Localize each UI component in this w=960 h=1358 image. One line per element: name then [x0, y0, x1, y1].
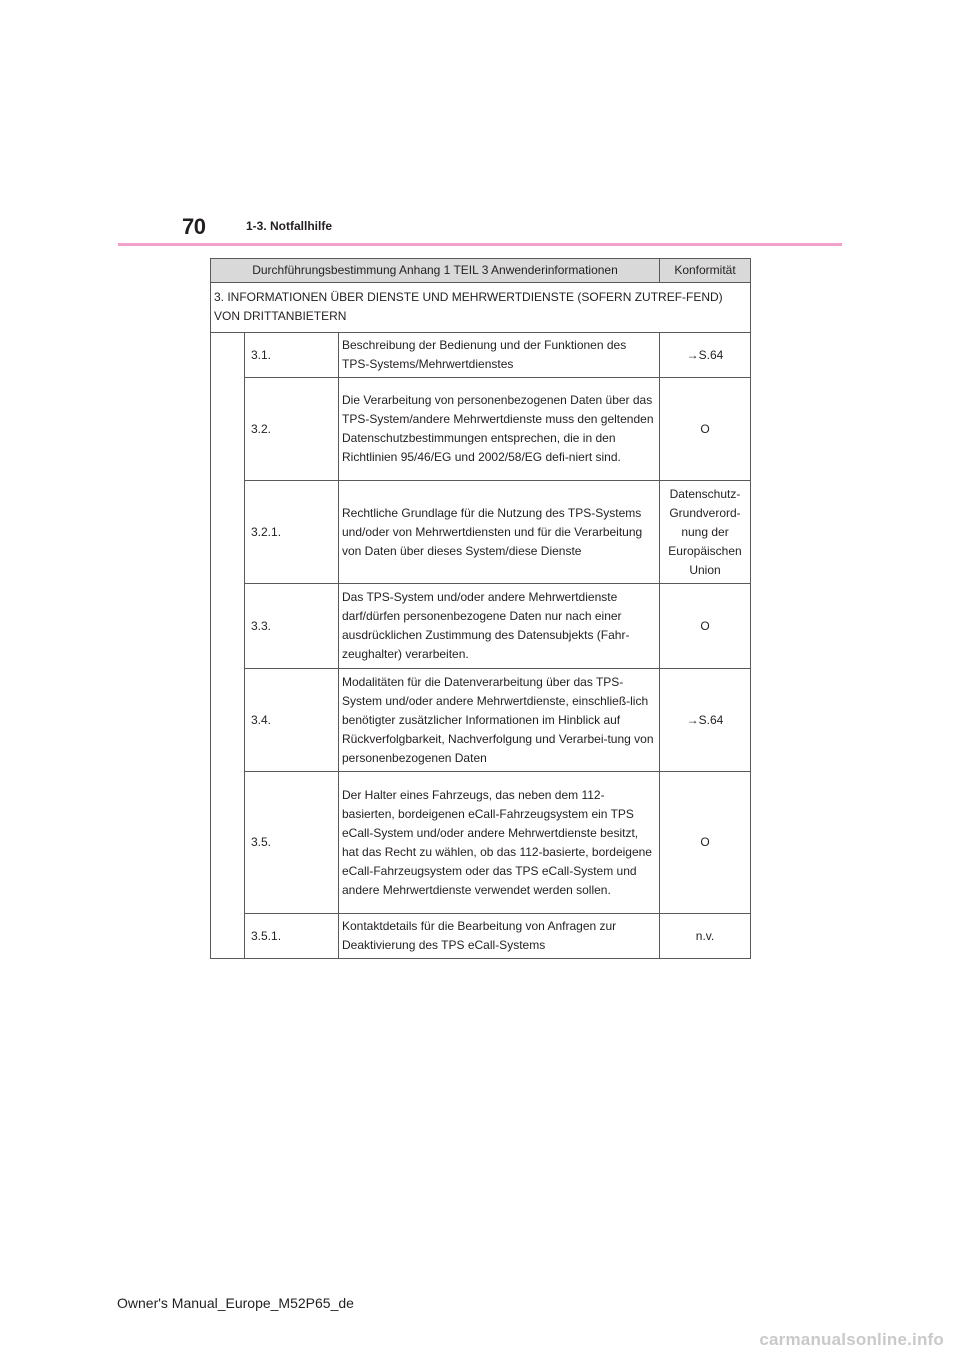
row-number: 3.3. [245, 584, 339, 669]
row-number: 3.2.1. [245, 481, 339, 584]
table-row [211, 584, 751, 669]
row-conformity: →S.64 [660, 333, 751, 378]
section-heading-cell: 3. INFORMATIONEN ÜBER DIENSTE UND MEHRWERTDIENSTE (SOFERN ZUTREF-FEND) VON DRITTANBIETERN [211, 283, 751, 333]
requirements-table [210, 258, 751, 959]
table-row [211, 481, 751, 584]
row-number: 3.5.1. [245, 914, 339, 959]
table-row [211, 914, 751, 959]
row-description: Kontaktdetails für die Bearbeitung von Anfragen zur Deaktivierung des TPS eCall-Systems [339, 914, 660, 959]
row-description: Beschreibung der Bedienung und der Funktionen des TPS-Systems/Mehrwertdienstes [339, 333, 660, 378]
row-conformity: O [660, 378, 751, 481]
watermark: carmanualsonline.info [759, 1330, 944, 1349]
row-description: Rechtliche Grundlage für die Nutzung des TPS-Systems und/oder von Mehrwertdiensten und für die Verarbeitung von Daten über dieses System/diese Dienste [339, 481, 660, 584]
table-row [211, 333, 751, 378]
row-description: Die Verarbeitung von personenbezogenen Daten über das TPS-System/andere Mehrwertdienste muss den geltenden Datenschutzbestimmungen entsprechen, die in den Richtlinien 95/46/EG und 2002/58/EG defi-niert sind. [339, 378, 660, 481]
table-header-row [211, 259, 751, 283]
table-row [211, 669, 751, 772]
row-number: 3.2. [245, 378, 339, 481]
row-conformity: O [660, 584, 751, 669]
table-section-row [211, 283, 751, 333]
column-header-requirement: Durchführungsbestimmung Anhang 1 TEIL 3 Anwenderinformationen [211, 259, 660, 283]
row-conformity: →S.64 [660, 669, 751, 772]
row-conformity: Datenschutz-Grundverord-nung der Europäischen Union [660, 481, 751, 584]
header-rule [118, 243, 842, 246]
footer-manual-id: Owner's Manual_Europe_M52P65_de [117, 1295, 354, 1311]
row-number: 3.1. [245, 333, 339, 378]
row-number: 3.5. [245, 772, 339, 914]
row-description: Der Halter eines Fahrzeugs, das neben dem 112-basierten, bordeigenen eCall-Fahrzeugsystem ein TPS eCall-System und/oder andere Mehrwertdienste besitzt, hat das Recht zu wählen, ob das 112-basierte, bordeigene eCall-Fahrzeugsystem oder das TPS eCall-System und andere Mehrwertdienste verwendet werden sollen. [339, 772, 660, 914]
column-header-conformity: Konformität [660, 259, 751, 283]
indent-cell [211, 333, 245, 959]
row-conformity: n.v. [660, 914, 751, 959]
row-description: Das TPS-System und/oder andere Mehrwertdienste darf/dürfen personenbezogene Daten nur nach einer ausdrücklichen Zustimmung des Datensubjekts (Fahr-zeughalter) verarbeiten. [339, 584, 660, 669]
table-row [211, 378, 751, 481]
page-number: 70 [182, 214, 206, 239]
section-title: 1-3. Notfallhilfe [246, 219, 333, 233]
row-number: 3.4. [245, 669, 339, 772]
table-row [211, 772, 751, 914]
row-description: Modalitäten für die Datenverarbeitung über das TPS-System und/oder andere Mehrwertdienste, einschließ-lich benötigter zusätzlicher Informationen im Hinblick auf Rückverfolgbarkeit, Nachverfolgung und Verarbei-tung von personenbezogenen Daten [339, 669, 660, 772]
row-conformity: O [660, 772, 751, 914]
